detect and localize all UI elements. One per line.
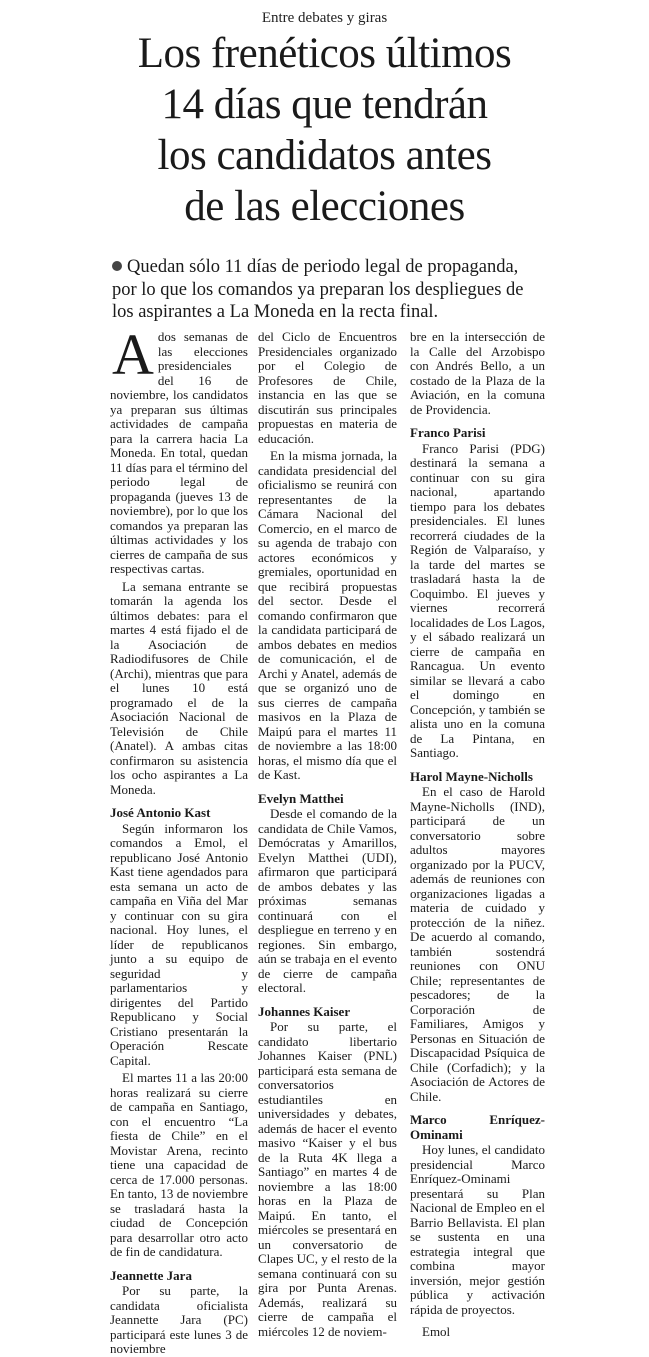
paragraph: En la misma jornada, la candidata presidencial del oficialismo se reunirá con representantes de la Cámara Nacional del Comercio, en el marco de su agenda de trabajo con actores económicos y gremiales, oportunidad en que recibirá propuestas del sector. Desde el comando confirmaron que la candidata participará de ambos debates en medios de comunicación, el de Archi y Anatel, además de que se organizó uno de sus cierres de campaña masivos en la Plaza de Maipú para el martes 11 de noviembre a las 18:00 horas, el mismo día que el de Kast. [258, 448, 397, 782]
section-heading: Jeannette Jara [110, 1267, 192, 1283]
paragraph: En el caso de Harold Mayne-Nicholls (IND), participará de un conversatorio sobre adultos mayores organizado por la PUCV, además de reuniones con organizaciones ligadas a materia de cuidado y protección de la niñez. De acuerdo al comando, también sostendrá reuniones con ONU Chile; representantes de pescadores; de la Corporación de Familiares, Amigos y Personas en Situación de Discapacidad Psíquica de Chile (Corfadich); y la Asociación de Actores de Chile. [410, 784, 545, 1104]
paragraph: Franco Parisi (PDG) destinará la semana a continuar con su gira nacional, apartando tiempo para los debates presidenciales. El lunes recorrerá ciudades de la Región de Valparaíso, y la tarde del martes se trasladará hasta la de Coquimbo. El jueves y viernes recorrerá localidades de Los Lagos, y el sábado realizará un cierre de campaña en Rancagua. Un evento similar se llevará a cabo el domingo en Concepción, y también se alista uno en la comuna de La Pintana, en Santiago. [410, 440, 546, 760]
paragraph: Por su parte, el candidato libertario Johannes Kaiser (PNL) participará esta semana de conversatorios estudiantiles en universidades y debates, además de hacer el evento masivo “Kaiser y el bus de la Ruta 4K llega a Santiago” en martes 4 de noviembre a las 18:00 horas en la Plaza de Maipú. En tanto, el miércoles se presentará en un conversatorio de Clapes UC, y el resto de la semana continuará con su gira por Punta Arenas. Además, realizará su cierre de campaña el miércoles 12 de noviem- [258, 1019, 397, 1339]
paragraph [110, 322, 248, 577]
section-heading: Harol Mayne-Nicholls [410, 768, 533, 784]
byline-signature: Emol [422, 1324, 451, 1339]
paragraph-text: dos semanas de las elecciones presidenciales del 16 de noviembre, los candidatos ya preparan sus últimas actividades de campaña para la carrera hacia La Moneda. En total, quedan 11 días para el término del periodo legal de propaganda (jueves 13 de noviembre), por lo que los comandos ya preparan las últimas actividades y los cierres de campaña de sus respectivas cartas. [110, 329, 248, 576]
article-body [0, 322, 649, 1356]
paragraph: bre en la intersección de la Calle del Arzobispo con Andrés Bello, a un costado de la Plaza de la Aviación, en la comuna de Providencia. [410, 329, 545, 417]
paragraph: del Ciclo de Encuentros Presidenciales organizado por el Colegio de Profesores de Chile, instancia en las que se discutirán sus principales propuestas en materia de educación. [258, 329, 397, 446]
paragraph: La semana entrante se tomarán la agenda los últimos debates: para el martes 4 está fijado el de la Asociación de Radiodifusores de Chile (Archi), mientras que para el lunes 10 está programado el de la Asociación Nacional de Televisión de Chile (Anatel). A ambas citas confirmaron su asistencia los ocho aspirantes a La Moneda. [110, 578, 248, 797]
drop-cap: A [112, 322, 154, 387]
paragraph: Por su parte, la candidata oficialista Jeannette Jara (PC) participará este lunes 3 de noviembre [110, 1283, 248, 1356]
paragraph: Hoy lunes, el candidato presidencial Marco Enríquez-Ominami presentará su Plan Nacional de Empleo en el Barrio Bellavista. El plan se sustenta en una estrategia integral que combina mayor inversión, mejor gestión pública y activación rápida de proyectos. [410, 1142, 545, 1317]
section-heading: Marco Enríquez-Ominami [410, 1112, 545, 1142]
headline-line: 14 días que tendrán [161, 81, 488, 128]
section-heading: José Antonio Kast [110, 805, 211, 820]
headline [15, 28, 634, 232]
section-kicker: Entre debates y giras [261, 10, 388, 26]
paragraph: El martes 11 a las 20:00 horas realizará su cierre de campaña en Santiago, con el encuentro “La fiesta de Chile” en el Movistar Arena, recinto tiene una capacidad de cerca de 17.000 personas. En tanto, 13 de noviembre se trasladará hasta la ciudad de Concepción para desarrollar otro acto de fin de candidatura. [110, 1070, 248, 1259]
article-column-1 [110, 322, 248, 1356]
article-column-2 [258, 329, 397, 1339]
deck-text: Quedan sólo 11 días de periodo legal de propaganda, por lo que los comandos ya preparan los despliegues de los aspirantes a La Moneda en la recta final. [112, 257, 524, 322]
section-heading: Franco Parisi [410, 425, 486, 440]
paragraph: Desde el comando de la candidata de Chile Vamos, Demócratas y Amarillos, Evelyn Matthei (UDI), afirmaron que participará de ambos debates y las próximas semanas continuará con el despliegue en terreno y en regiones. Sin embargo, aún se trabaja en el evento de cierre de campaña electoral. [258, 806, 397, 995]
section-heading: Johannes Kaiser [258, 1003, 351, 1019]
headline-line: los candidatos antes [157, 132, 492, 179]
headline-line: de las elecciones [184, 183, 465, 230]
paragraph: Según informaron los comandos a Emol, el republicano José Antonio Kast tiene agendados para esta semana un acto de campaña en Viña del Mar y continuar con su gira nacional. Hoy lunes, el líder de republicanos junto a su equipo de seguridad y parlamentarios y dirigentes del Partido Republicano y Social Cristiano presentarán la Operación Rescate Capital. [110, 820, 248, 1068]
bullet-icon [112, 261, 122, 271]
section-heading: Evelyn Matthei [258, 790, 344, 806]
article-column-3 [410, 329, 546, 1339]
headline-line: Los frenéticos últimos [137, 30, 512, 77]
deck-summary [112, 256, 544, 324]
